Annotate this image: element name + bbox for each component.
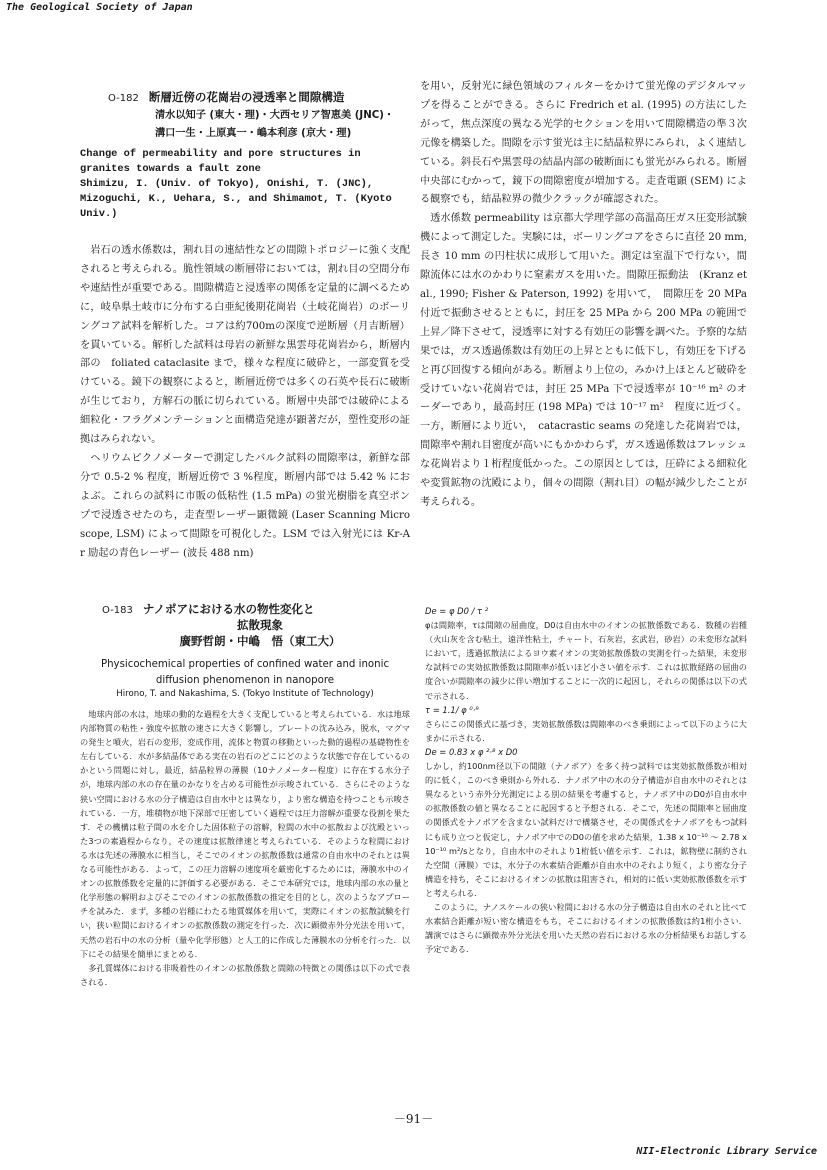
abstract-183-paragraph-5: しかし，約100nm径以下の間隙（ナノポア）を多く持つ試料では実効拡散係数が相対的に低く，このべき乗則から外れる．ナノポア中の水の分子構造が自由水中のそれとは異なるという赤外分光測定による別の結果を考慮すると，ナノポア中のD0が自由水中の拡散係数の値と異なることに起因すると予想される．そこで，先述の間隙率と屈曲度の関係式をナノポアを含まない試料だけで構築させ，その関係式をナノポアをもつ試料にも成り立つと仮定し，ナノポア中でのD0の値を求めた結果，1.38 x 10⁻¹⁰ ～ 2.78 x 10⁻¹⁰ m²/sとなり，自由水中のそれより1桁低い値を示す．これは，鉱物壁に制約された空間（薄膜）では，水分子の水素結合距離が自由水中のそれより短く，より密な分子構造を持ち，そこにおけるイオンの拡散は阻害され，相対的に低い実効拡散係数を示すと考えられる． bbox=[425, 761, 747, 898]
library-footer: NII-Electronic Library Service bbox=[636, 1146, 817, 1157]
equation-tortuosity: τ = 1.1/ φ ⁰·⁹ bbox=[425, 704, 479, 715]
abstract-182-title: 断層近傍の花崗岩の浸透率と間隙構造 bbox=[148, 90, 345, 104]
abstract-182-left-column bbox=[80, 86, 410, 586]
equation-effective-diffusion: De = φ D0 / τ ² bbox=[425, 606, 489, 616]
abstract-182-paragraph-3: を用い，反射光に緑色領域のフィルターをかけて蛍光像のデジタルマップを得ることができる。さらに Fredrich et al. (1995) の方法にしたがって，焦点深度の異なる光学的セクションを用いて間隙構造の準３次元像を構築した。間隙を示す蛍光は主に結晶粒界にみられ，よく連結している。斜長石や黒雲母の結晶内部の破断面にも蛍光がみられる。断層中央部にむかって，鏡下の間隙密度が増加する。走査電顕 (SEM) による観察でも，結晶粒界の微少クラックが確認された。 bbox=[420, 81, 747, 206]
abstract-182-right-column bbox=[420, 78, 747, 578]
abstract-183-right-column bbox=[425, 604, 747, 1084]
abstract-183-english-authors: Hirono, T. and Nakashima, S. (Tokyo Institute of Technology) bbox=[116, 689, 374, 699]
abstract-182-authors-line1: 清水以知子 (東大・理)・大西セリア智恵美 (JNC)・ bbox=[155, 110, 395, 121]
abstract-183-title-row bbox=[102, 598, 410, 617]
abstract-183-paragraph-2: 多孔質媒体における非吸着性のイオンの拡散係数と間隙の特徴との関係は以下の式で表される． bbox=[80, 962, 410, 987]
abstract-182-paragraph-4: 透水係数 permeability は京都大学理学部の高温高圧ガス圧変形試験機によって測定した。実験には，ボーリングコアをさらに直径 20 mm, 長さ 10 mm の円柱状に成形して用いた。測定は室温下で行ない，間隙流体には水のかわりに窒素ガスを用いた。間隙圧振動法 (Kranz et al., 1990; Fisher & Paterson, 1992) を用いて， 間隙圧を 20 MPa 付近で振動させるとともに，封圧を 25 MPa から 200 MPa の範囲で上昇／降下させて，浸透率に対する有効圧の影響を調べた。予察的な結果では，ガス透過係数は有効圧の上昇とともに低下し，有効圧を下げると再び回復する傾向がある。断層より上位の，みかけ上ほとんど破砕を受けていない花崗岩では，封圧 25 MPa 下で浸透率が 10⁻¹⁶ m² のオーダーであり，最高封圧 (198 MPa) では 10⁻¹⁷ m² 程度に近づく。一方，断層により近い， catacrastic seams の発達した花崗岩では，間隙率や割れ目密度が高いにもかかわらず，ガス透過係数はフレッシュな花崗岩より１桁程度低かった。この原因としては，圧砕による細粒化や変質鉱物の沈殿により，個々の間隙（割れ目）の幅が減少したことが考えられる。 bbox=[420, 213, 747, 508]
abstract-182-authors-line2: 溝口一生・上原真一・嶋本利彦 (京大・理) bbox=[155, 128, 352, 139]
abstract-182-paragraph-2: ヘリウムピクノメーターで測定したバルク試料の間隙率は，新鮮な部分で 0.5-2 % 程度，断層近傍で 3 %程度，断層内部では 5.42 % におよぶ。これらの試料に市販の低粘性 (1.5 mPa) の蛍光樹脂を真空ポンプで浸透させたのち，走査型レーザー顕微鏡 (Laser Scanning Microscope, LSM) によって間隙を可視化した。LSM では入射光には Kr-Ar 励起の青色レーザー (波長 488 nm) bbox=[80, 452, 410, 559]
abstract-183-paragraph-1: 地球内部の水は，地球の動的な過程を大きく支配していると考えられている．水は地球内部物質の粘性・強度や拡散の速さに大きく影響し，プレートの沈み込み，脱水，マグマの発生と噴火，岩石の変形，変成作用，流体と物質の移動といった動的過程の基礎物性を左右している．水が多結晶体である実在の岩石のどこにどのような状態で存在しているのかという問題に対し，最近，結晶粒界の薄膜（10ナノメーター程度）に存在する水分子が，地球内部の水の存在量のかなりを占める可能性が示唆されている．さらにそのような狭い空間における水の分子構造は自由水中とは異なり，より密な構造を持つことも示唆されている．一方，堆積物が地下深部で圧密していく過程では圧力溶解が重要な役割を果たす．その機構は粒子間の水を介した固体粒子の溶解，粒間の水中の拡散および沈殿といった3つの素過程からなり，その速度は拡散律速と考えられている．そのような粒間における水は先述の薄膜水に相当し，そこでのイオンの拡散係数は通常の自由水中のそれとは異なる可能性がある．よって，この圧力溶解の速度項を厳密化するためには，薄膜水中のイオンの拡散係数を定量的に評価する必要がある．そこで本研究では，地球内部の水の量と化学形態の解明およびそこでのイオンの拡散係数の推定を目的とし，次のようなアプローチを試みた．まず，多種の岩種にわたる地質媒体を用いて，実際にイオンの拡散試験を行い，狭い粒間におけるイオンの拡散係数の測定を行った．次に顕微赤外分光法を用いて，天然の岩石中の水の分析（量や化学形態）と人工的に作成した薄膜水の分析を行った．以下にその結果を簡単にまとめる． bbox=[80, 709, 410, 959]
abstract-182-authors bbox=[155, 107, 410, 143]
abstract-182-english-authors: Shimizu, I. (Univ. of Tokyo), Onishi, T. (JNC), Mizoguchi, K., Uehara, S., and Shimamot, T. (Kyoto Univ.) bbox=[80, 178, 392, 220]
abstract-183-title-line2: 拡散現象 bbox=[237, 618, 283, 632]
equation-power-law: De = 0.83 x φ ²·⁸ x D0 bbox=[425, 746, 518, 757]
page-number: －91－ bbox=[393, 1112, 434, 1126]
abstract-182-english-title: Change of permeability and pore structures in granites towards a fault zone bbox=[80, 148, 361, 175]
abstract-183-title-line1: ナノポアにおける水の物性変化と bbox=[142, 602, 315, 616]
abstract-182-paragraph-1: 岩石の透水係数は，割れ目の連結性などの間隙トポロジーに強く支配されると考えられる。脆性領域の断層帯においては，割れ目の空間分布や連結性が重要である。間隙構造と浸透率の関係を定量的に調べるために，岐阜県土岐市に分布する白亜紀後期花崗岩（土岐花崗岩）のボーリングコア試料を解析した。コアは約700mの深度で逆断層（月吉断層）を貫いている。解析した試料は母岩の新鮮な黒雲母花崗岩から，断層内部の foliated cataclasite まで，様々な程度に破砕と，一部変質を受けている。鏡下の観察によると，断層近傍では多くの石英や長石に破断が生じており，方解石の脈に切られている。断層中央部では破砕による細粒化・フラグメンテーションと面構造発達が顕著だが，塑性変形の証拠はみられない。 bbox=[80, 245, 410, 446]
abstract-183-authors: 廣野哲朗・中嶋 悟（東工大） bbox=[179, 634, 341, 648]
abstract-182-title-row bbox=[108, 86, 410, 105]
abstract-182-code: O-182 bbox=[108, 93, 139, 104]
abstract-183-paragraph-6: このように，ナノスケールの狭い粒間における水の分子構造は自由水のそれと比べて水素結合距離が短い密な構造をもち，そこにおけるイオンの拡散係数は約1桁小さい．講演ではさらに顕微赤外分光法を用いた天然の岩石における水の分析結果もお話しする予定である． bbox=[425, 901, 747, 955]
abstract-183-paragraph-3: φは間隙率，τは間隙の屈曲度，D0は自由水中のイオンの拡散係数である．数種の岩種（火山灰を含む粘土，遠洋性粘土，チャート，石灰岩，玄武岩，砂岩）の未変形な試料において，透過拡散法によるヨウ素イオンの実効拡散係数の実測を行った結果，未変形な試料での実効拡散係数は間隙率が低いほど小さい値を示す．これは拡散経路の屈曲の度合いが間隙率の減少に伴い増加することに一次的に起因し，それらの関係は以下の式で示される． bbox=[425, 620, 747, 701]
abstract-183-english-title-line2: diffusion phenomenon in nanopore bbox=[155, 675, 335, 686]
journal-header: The Geological Society of Japan bbox=[6, 2, 193, 13]
abstract-183-code: O-183 bbox=[102, 605, 133, 616]
abstract-183-paragraph-4: さらにこの関係式に基づき，実効拡散係数は間隙率のべき乗則によって以下のように大まかに示される． bbox=[425, 718, 747, 743]
abstract-183-left-column bbox=[80, 598, 410, 1078]
abstract-183-english-title-line1: Physicochemical properties of confined water and inonic bbox=[100, 659, 390, 670]
